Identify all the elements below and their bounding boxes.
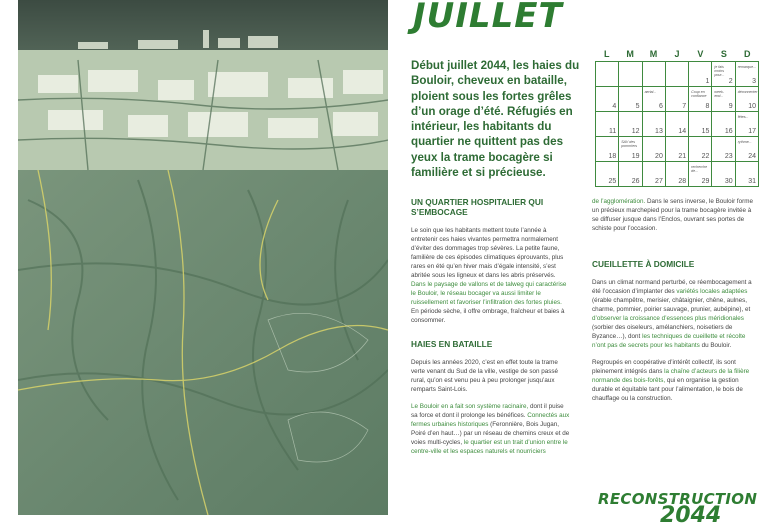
calendar-day-cell <box>689 162 712 187</box>
calendar-day-cell <box>736 62 759 87</box>
day-number: 5 <box>635 103 640 110</box>
day-number: 1 <box>705 78 710 85</box>
text-span: du Bouloir. <box>701 342 732 349</box>
highlight-text: d’observer la croissance d’essences plus méridionales <box>592 315 744 322</box>
day-number: 28 <box>678 178 687 185</box>
calendar-day-cell <box>666 112 689 137</box>
day-number: 21 <box>678 153 687 160</box>
handwritten-note: rythme... <box>737 140 752 144</box>
handwritten-note: je fais moins pour... <box>714 65 725 78</box>
day-number: 9 <box>728 103 733 110</box>
calendar-day-cell <box>712 62 735 87</box>
handwritten-note: recherche de... <box>691 165 708 174</box>
text-span: Regroupés en coopérative d’intérêt collectif, ils sont pleinement intégrés dans <box>592 359 736 375</box>
highlight-text: Le Bouloir en a fait son système racinaire, <box>411 403 529 410</box>
calendar-day-cell <box>689 62 712 87</box>
handwritten-note: déconnecter <box>737 90 758 94</box>
lead-paragraph: Début juillet 2044, les haies du Bouloir, cheveux en bataille, ploient sous les fortes grêles d’un orage d’été. Réfugiés en intérieur, les habitants du quartier ne quittent pas des yeux la trame bocagère si familière et si précieuse. <box>411 59 580 180</box>
landscape-illustration <box>18 0 388 515</box>
weekday-label: M <box>626 49 634 59</box>
highlight-text: de l’agglomération. <box>592 198 646 205</box>
section-paragraph <box>592 197 757 233</box>
section-paragraph <box>411 402 571 456</box>
handwritten-note: Coup en confiance <box>691 90 707 99</box>
aerial-map-drawing <box>18 0 388 515</box>
weekday-label: J <box>674 49 680 59</box>
calendar-day-cell <box>689 112 712 137</box>
section-paragraph <box>592 358 757 403</box>
handwritten-note: week-end... <box>714 90 725 99</box>
calendar-grid <box>595 61 759 187</box>
calendar <box>595 49 759 187</box>
text-span: (érable champêtre, merisier, châtaignier, chêne, aulnes, charme, pommier, poirier sauvage, prunier, aubépine), et <box>592 297 751 313</box>
article-column-1 <box>411 197 571 464</box>
day-number: 4 <box>612 103 617 110</box>
day-number: 23 <box>724 153 733 160</box>
calendar-day-cell <box>712 87 735 112</box>
day-number: 27 <box>655 178 663 185</box>
day-number: 26 <box>631 178 640 185</box>
day-number: 24 <box>748 153 756 160</box>
day-number: 6 <box>658 103 663 110</box>
section-paragraph: Depuis les années 2020, c’est en effet toute la trame verte venant du Sud de la ville, vestige de son passé rural, qu’on est venu peu à peu prolonger jusqu’aux remparts Saint-Lois. <box>411 359 559 393</box>
day-number: 29 <box>701 178 710 185</box>
text-span: Dans le sens inverse, le Bouloir forme un précieux marchepied pour la trame bocagère invitée à se diffuser jusque dans l’Enclos, ouvrant ses portes de schiste pour l’occasion. <box>592 198 754 232</box>
calendar-day-cell <box>666 137 689 162</box>
day-number: 22 <box>701 153 710 160</box>
highlight-text: la chaîne d’acteurs de la filière normande des bois-forêts, <box>592 368 750 384</box>
calendar-day-cell <box>643 62 666 87</box>
calendar-day-cell <box>712 162 735 187</box>
calendar-day-cell <box>596 62 619 87</box>
day-number: 17 <box>748 128 756 135</box>
calendar-day-cell <box>736 87 759 112</box>
handwritten-note: SAV des pommiers <box>621 140 638 149</box>
calendar-day-cell <box>596 137 619 162</box>
day-number: 14 <box>678 128 687 135</box>
weekday-label: M <box>649 49 658 59</box>
text-span: (sorbier des oiseleurs, amélanchiers, noisetiers de Byzance…), dont <box>592 324 733 340</box>
calendar-day-cell <box>666 162 689 187</box>
day-number: 18 <box>608 153 617 160</box>
calendar-day-cell <box>689 137 712 162</box>
day-number: 20 <box>655 153 663 160</box>
day-number: 15 <box>701 128 710 135</box>
section-title-haies: HAIES EN BATAILLE <box>411 339 493 349</box>
day-number: 25 <box>608 178 617 185</box>
calendar-day-cell <box>643 87 666 112</box>
calendar-day-cell <box>666 62 689 87</box>
text-span: En période sèche, il offre ombrage, fraîcheur et baies à consommer. <box>411 308 565 324</box>
day-number: 19 <box>631 153 640 160</box>
weekday-label: S <box>720 49 727 59</box>
calendar-weekday-header <box>595 49 759 61</box>
handwritten-note: aerial... <box>644 90 657 94</box>
day-number: 11 <box>609 128 617 135</box>
day-number: 12 <box>631 128 640 135</box>
section-paragraph <box>592 278 757 350</box>
calendar-day-cell <box>619 62 642 87</box>
calendar-day-cell <box>736 112 759 137</box>
day-number: 3 <box>752 78 756 85</box>
day-number: 30 <box>724 178 733 185</box>
calendar-day-cell <box>736 162 759 187</box>
day-number: 31 <box>748 178 756 185</box>
month-title: JUILLET <box>413 0 563 36</box>
article-column-2 <box>592 197 757 411</box>
section-paragraph <box>411 226 571 325</box>
calendar-day-cell <box>736 137 759 162</box>
day-number: 13 <box>655 128 663 135</box>
calendar-day-cell <box>643 112 666 137</box>
calendar-day-cell <box>689 87 712 112</box>
highlight-text: Connectés aux fermes urbaines historiques <box>411 412 570 428</box>
day-number: 8 <box>705 103 710 110</box>
weekday-label: D <box>743 49 751 59</box>
handwritten-note: remarque... <box>737 65 757 69</box>
highlight-text: Dans le paysage de vallons et de talweg qui caractérise le Bouloir, le réseau bocager va aussi limiter le ruissellement et favoriser l’infiltration des fortes pluies. <box>411 281 567 306</box>
calendar-day-cell <box>619 137 642 162</box>
highlight-text: le quartier est un trait d’union entre le centre-ville et les espaces naturels et nourriciers <box>411 439 568 455</box>
calendar-day-cell <box>619 112 642 137</box>
calendar-day-cell <box>643 162 666 187</box>
calendar-day-cell <box>619 87 642 112</box>
day-number: 10 <box>748 103 756 110</box>
calendar-day-cell <box>596 87 619 112</box>
highlight-text: variétés locales adaptées <box>676 288 748 295</box>
day-number: 7 <box>682 103 687 110</box>
day-number: 16 <box>724 128 733 135</box>
section-title-cueillette: CUEILLETTE À DOMICILE <box>592 259 695 269</box>
calendar-day-cell <box>666 87 689 112</box>
day-number: 2 <box>728 78 733 85</box>
footer-subtitle: 2044 <box>660 503 722 528</box>
calendar-day-cell <box>643 137 666 162</box>
calendar-day-cell <box>596 112 619 137</box>
text-span: Dans un climat normand perturbé, ce réembocagement a été l’occasion d’implanter des <box>592 279 752 295</box>
weekday-label: L <box>603 49 610 59</box>
text-span: Le soin que les habitants mettent toute l’année à entretenir ces haies vivantes permettra normalement d’éviter des dommages trop sévères. La petite faune, familière de ces épisodes climatiques éprouvants, plus rares en été qu’en hiver mais d’égale intensité, s’est abritée sous les ligneux et dans les abris préservés. <box>411 227 564 279</box>
highlight-text: les techniques de cueillette et récolte n’ont pas de secrets pour les habitants <box>592 333 746 349</box>
weekday-label: V <box>697 49 704 59</box>
footer-title: RECONSTRUCTION <box>598 490 758 508</box>
handwritten-note: fêtes... <box>737 115 749 119</box>
text-span: (Feronnière, Bois Jugan, Poiré d’en haut…) par un réseau de chemins creux et de voies multi-cycles, <box>411 421 570 446</box>
calendar-day-cell <box>596 162 619 187</box>
calendar-day-cell <box>712 137 735 162</box>
section-title-quartier: UN QUARTIER HOSPITALIER QUI S’EMBOCAGE <box>411 197 544 217</box>
calendar-day-cell <box>619 162 642 187</box>
text-span: dont il puise sa force et dont il prolonge les bénéfices. <box>411 403 564 419</box>
calendar-day-cell <box>712 112 735 137</box>
text-span: qui en organise la gestion durable et équitable tant pour l’alimentation, le bois de chauffage ou la construction. <box>592 377 743 402</box>
